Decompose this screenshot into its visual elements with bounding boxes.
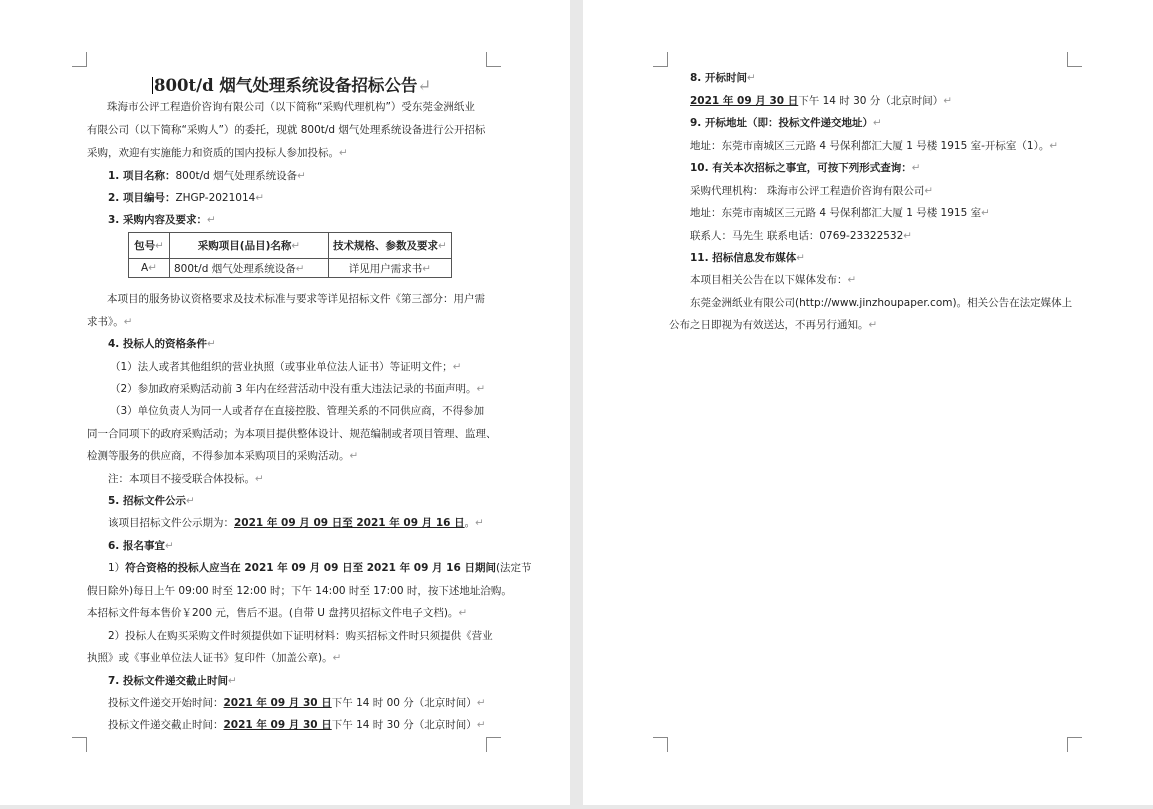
qualification-2: （2）参加政府采购活动前 3 年内在经营活动中没有重大违法记录的书面声明。↵ <box>110 383 486 395</box>
item-6-registration-heading: 6. 报名事宜↵ <box>108 540 174 552</box>
opening-address: 地址：东莞市南城区三元路 4 号保利都汇大厦 1 号楼 1915 室-开标室（1）。↵ <box>690 140 1059 152</box>
table-cell: A↵ <box>129 259 170 278</box>
table-header-cell: 技术规格、参数及要求↵ <box>329 233 452 259</box>
margin-mark-top-right <box>486 52 501 67</box>
item-9-opening-address-heading: 9. 开标地址（即：投标文件递交地址）↵ <box>690 117 882 129</box>
document-page-1 <box>0 0 570 805</box>
qualification-3-line-2: 同一合同项下的政府采购活动；为本项目提供整体设计、规范编制或者项目管理、监理、 <box>87 428 497 440</box>
agency-address: 地址：东莞市南城区三元路 4 号保利都汇大厦 1 号楼 1915 室↵ <box>690 207 990 219</box>
table-header-cell: 包号↵ <box>129 233 170 259</box>
margin-mark-bottom-left <box>72 737 87 752</box>
document-page-2 <box>583 0 1153 805</box>
margin-mark-top-right <box>1067 52 1082 67</box>
submission-start-time: 投标文件递交开始时间：2021 年 09 月 30 日下午 14 时 00 分（北京时间）↵ <box>108 697 486 709</box>
scope-line-1: 本项目的服务协议资格要求及技术标准与要求等详见招标文件《第三部分：用户需 <box>107 293 485 305</box>
scope-line-2: 求书》。↵ <box>87 316 133 328</box>
item-1-project-name: 1. 项目名称：800t/d 烟气处理系统设备↵ <box>108 170 306 182</box>
procurement-table <box>128 232 452 278</box>
item-2-project-number: 2. 项目编号：ZHGP-2021014↵ <box>108 192 265 204</box>
qualification-3-line-3: 检测等服务的供应商，不得参加本采购项目的采购活动。↵ <box>87 450 359 462</box>
table-row <box>129 259 452 278</box>
item-4-qualification-heading: 4. 投标人的资格条件↵ <box>108 338 216 350</box>
contact-info: 联系人：马先生 联系电话：0769-23322532↵ <box>690 230 913 242</box>
table-header-cell: 采购项目(品目)名称↵ <box>170 233 329 259</box>
margin-mark-top-left <box>72 52 87 67</box>
publicity-period: 该项目招标文件公示期为：2021 年 09 月 09 日至 2021 年 09 月 16 日。↵ <box>108 517 484 529</box>
margin-mark-bottom-right <box>1067 737 1082 752</box>
agency-name: 采购代理机构： 珠海市公评工程造价咨询有限公司↵ <box>690 185 934 197</box>
margin-mark-top-left <box>653 52 668 67</box>
opening-time: 2021 年 09 月 30 日下午 14 时 30 分（北京时间）↵ <box>690 95 953 107</box>
item-7-deadline-heading: 7. 投标文件递交截止时间↵ <box>108 675 237 687</box>
margin-mark-bottom-right <box>486 737 501 752</box>
qualification-3-line-1: （3）单位负责人为同一人或者存在直接控股、管理关系的不同供应商，不得参加 <box>110 405 485 417</box>
margin-mark-bottom-left <box>653 737 668 752</box>
table-cell: 800t/d 烟气处理系统设备↵ <box>170 259 329 278</box>
item-3-procurement-heading: 3. 采购内容及要求：↵ <box>108 214 216 226</box>
document-title[interactable]: 800t/d 烟气处理系统设备招标公告↵ <box>154 76 432 95</box>
registration-1-line-2: 假日除外)每日上午 09:00 时至 12:00 时；下午 14:00 时至 17:00 时，按下述地址洽购。 <box>87 585 512 597</box>
text-cursor <box>152 77 153 94</box>
submission-end-time: 投标文件递交截止时间：2021 年 09 月 30 日下午 14 时 30 分（北京时间）↵ <box>108 719 486 731</box>
registration-1-line-3: 本招标文件每本售价￥200 元，售后不退。(自带 U 盘拷贝招标文件电子文档)。↵ <box>87 607 468 619</box>
intro-line-2: 有限公司（以下简称“采购人”）的委托，现就 800t/d 烟气处理系统设备进行公开招标 <box>87 124 486 136</box>
item-10-inquiry-heading: 10. 有关本次招标之事宜，可按下列形式查询：↵ <box>690 162 921 174</box>
table-header-row <box>129 233 452 259</box>
media-line-1: 东莞金洲纸业有限公司(http://www.jinzhoupaper.com)。相关公告在法定媒体上 <box>690 297 1073 309</box>
registration-1-line-1: 1）符合资格的投标人应当在 2021 年 09 月 09 日至 2021 年 09 月 16 日期间(法定节 <box>108 562 532 574</box>
qualification-1: （1）法人或者其他组织的营业执照（或事业单位法人证书）等证明文件；↵ <box>110 361 462 373</box>
item-11-media-heading: 11. 招标信息发布媒体↵ <box>690 252 806 264</box>
media-intro: 本项目相关公告在以下媒体发布：↵ <box>690 274 857 286</box>
registration-2-line-2: 执照》或《事业单位法人证书》复印件（加盖公章)。↵ <box>87 652 342 664</box>
media-line-2: 公布之日即视为有效送达，不再另行通知。↵ <box>669 319 878 331</box>
item-5-publicity-heading: 5. 招标文件公示↵ <box>108 495 195 507</box>
table-cell: 详见用户需求书↵ <box>329 259 452 278</box>
intro-line-1: 珠海市公评工程造价咨询有限公司（以下简称“采购代理机构”）受东莞金洲纸业 <box>107 101 475 113</box>
intro-line-3: 采购，欢迎有实施能力和资质的国内投标人参加投标。↵ <box>87 147 348 159</box>
registration-2-line-1: 2）投标人在购买采购文件时须提供如下证明材料：购买招标文件时只须提供《营业 <box>108 630 493 642</box>
consortium-note: 注：本项目不接受联合体投标。↵ <box>108 473 264 485</box>
item-8-opening-time-heading: 8. 开标时间↵ <box>690 72 756 84</box>
